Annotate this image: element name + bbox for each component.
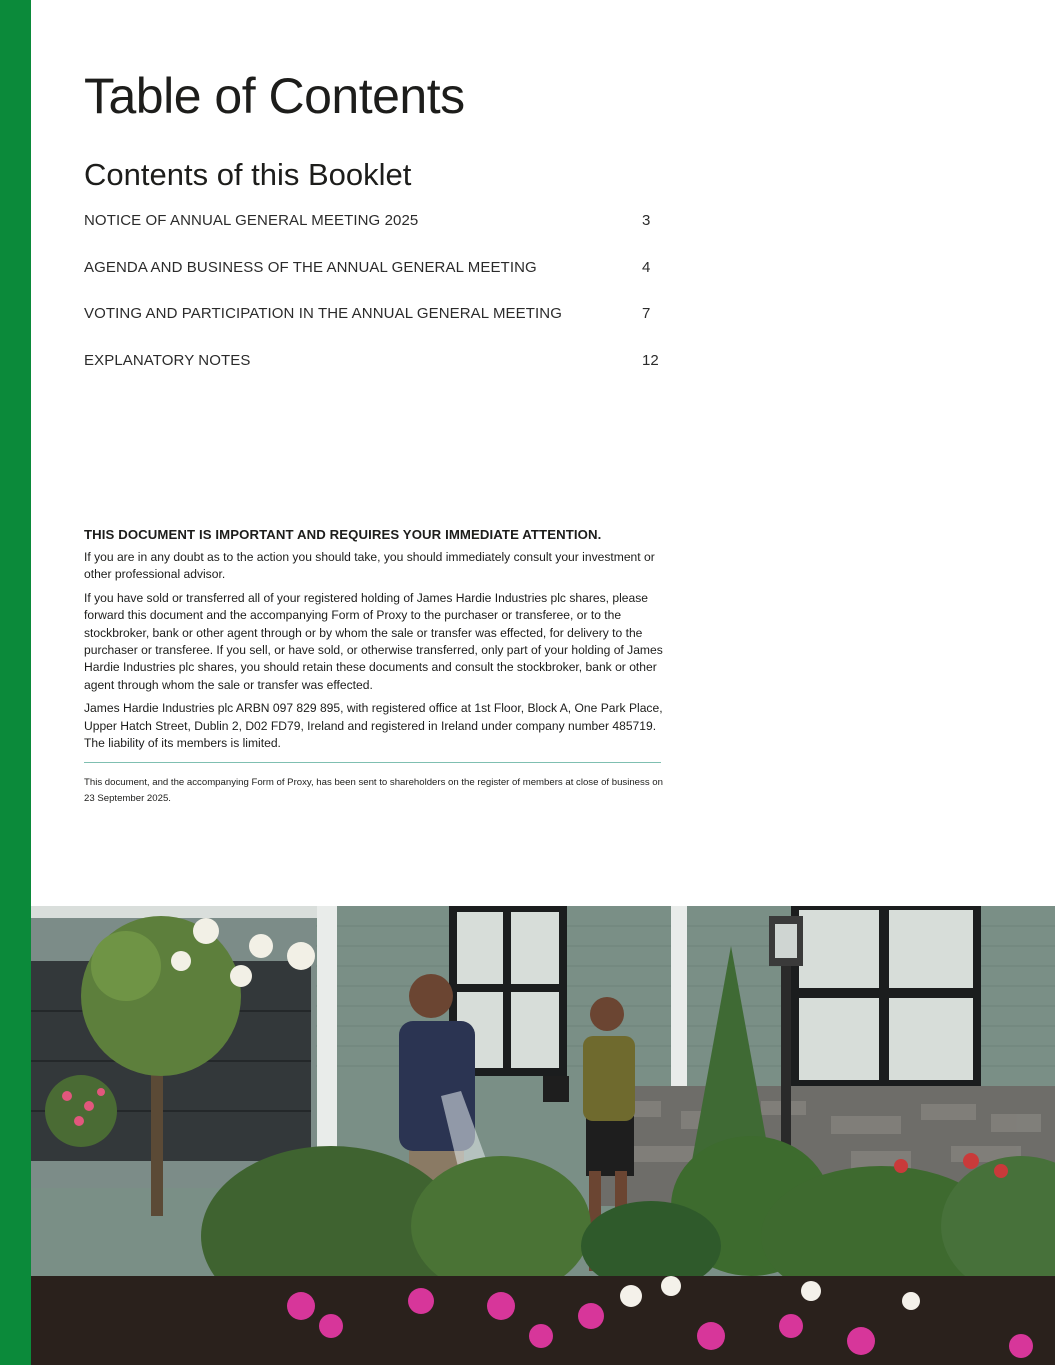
notice-paragraph-transfer: If you have sold or transferred all of your registered holding of James Hardie Industries plc shares, please forward this document and the accompanying Form of Proxy to the purchaser or transferee, or to the stockbroker, bank or other agent through or by whom the sale or transfer was effected, for delivery to the purchaser or transferee. If you sell, or have sold, or otherwise transferred, only part of your holding of James Hardie Industries plc shares, you should retain these documents and consult the stockbroker, bank or other agent through whom the sale or transfer was effected. — [84, 590, 663, 692]
toc-entry-label: NOTICE OF ANNUAL GENERAL MEETING 2025 — [84, 212, 419, 229]
notice-paragraph-company: James Hardie Industries plc ARBN 097 829 895, with registered office at 1st Floor, Block A, One Park Place, Upper Hatch Street, Dublin 2, D02 FD79, Ireland and registered in Ireland under company number 485719. The liability of its members is limited. — [84, 701, 663, 751]
notice-footnote: This document, and the accompanying Form of Proxy, has been sent to shareholders on the register of members at close of business on 23 September 2025. — [84, 777, 663, 805]
toc-entry-voting[interactable] — [84, 305, 662, 352]
toc-entry-label: AGENDA AND BUSINESS OF THE ANNUAL GENERAL MEETING — [84, 258, 537, 276]
toc-entry-page: 4 — [642, 258, 651, 276]
section-title: Contents of this Booklet — [84, 157, 412, 192]
toc-entry-label: VOTING AND PARTICIPATION IN THE ANNUAL GENERAL MEETING — [84, 305, 562, 322]
toc-entry-page: 7 — [642, 305, 651, 322]
garden-photo — [31, 906, 1055, 1365]
brand-side-bar — [0, 0, 31, 1365]
toc-entry-page: 3 — [642, 212, 651, 229]
divider — [84, 762, 661, 763]
table-of-contents — [84, 212, 662, 398]
toc-entry-explanatory-notes[interactable] — [84, 352, 662, 399]
notice-heading: THIS DOCUMENT IS IMPORTANT AND REQUIRES YOUR IMMEDIATE ATTENTION. — [84, 527, 602, 542]
toc-entry-agenda[interactable] — [84, 259, 662, 306]
notice-paragraph-advice: If you are in any doubt as to the action you should take, you should immediately consult your investment or other professional advisor. — [84, 550, 655, 582]
toc-entry-page: 12 — [642, 351, 659, 369]
toc-entry-notice[interactable] — [84, 212, 662, 259]
page-title: Table of Contents — [84, 68, 465, 124]
important-notice — [84, 526, 666, 807]
toc-entry-label: EXPLANATORY NOTES — [84, 351, 251, 369]
